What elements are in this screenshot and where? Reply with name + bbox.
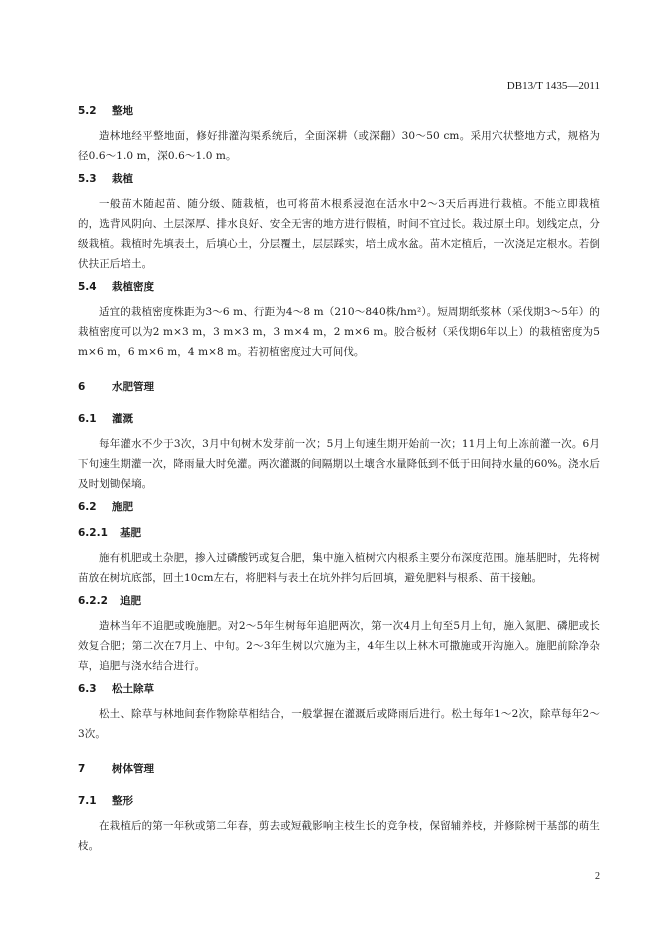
standard-number: DB13/T 1435—2011 [506,80,600,92]
section-number: 7.1 [78,795,97,807]
section-title: 栽植密度 [112,281,154,293]
chapter-title: 水肥管理 [112,381,154,393]
section-heading [78,794,600,808]
section-number: 6.3 [78,683,97,695]
page-number: 2 [595,871,600,882]
section-title: 松土除草 [112,683,154,695]
paragraph: 一般苗木随起苗、随分级、随栽植，也可将苗木根系浸泡在活水中2～3天后再进行栽植。不能立即栽植的，选背风阴向、土层深厚、排水良好、安全无害的地方进行假植，时间不宜过长。栽过原土印。划线定点，分级栽植。栽植时先填表土，后填心土，分层覆土，层层踩实，培土成水盆。苗木定植后，一次浇足定根水。若倒伏扶正后培土。 [78,198,600,270]
section-title: 整形 [112,795,133,807]
paragraph [78,302,600,362]
section-heading [78,280,600,294]
section-number: 6.1 [78,413,97,425]
subsection-heading [78,526,600,540]
section-heading [78,104,600,118]
chapter-heading [78,762,600,776]
subsection-title: 基肥 [120,527,141,539]
section-number: 5.2 [78,105,97,117]
subsection-heading [78,594,600,608]
paragraph: 造林地经平整地面，修好排灌沟渠系统后，全面深耕（或深翻）30～50 cm。采用穴状整地方式，规格为径0.6～1.0 m，深0.6～1.0 m。 [78,130,600,162]
section-title: 整地 [112,105,133,117]
section-heading [78,412,600,426]
document-body [78,104,600,856]
section-heading [78,172,600,186]
paragraph: 松土、除草与林地间套作物除草相结合，一般掌握在灌溉后或降雨后进行。松土每年1～2次，除草每年2～3次。 [78,708,600,740]
section-heading [78,500,600,514]
section-number: 5.3 [78,173,97,185]
section-title: 施肥 [112,501,133,513]
section-number: 6.2 [78,501,97,513]
section-heading [78,682,600,696]
subsection-title: 追肥 [120,595,141,607]
paragraph-text: 适宜的栽植密度株距为3～6 m、行距为4～8 m（210～840株/hm²）。短周期纸浆林（采伐期3～5年）的栽植密度可以为2 m×3 m，3 m×3 m，3 m×4 m，2 m×6 m。胶合板材（采伐期6年以上）的栽植密度为5 m×6 m，6 m×6 m，4 m×8 m。若初植密度过大可间伐。 [78,306,600,358]
section-title: 栽植 [112,173,133,185]
subsection-number: 6.2.1 [78,527,108,539]
chapter-heading [78,380,600,394]
section-title: 灌溉 [112,413,133,425]
subsection-number: 6.2.2 [78,595,108,607]
chapter-number: 7 [78,763,86,775]
paragraph: 每年灌水不少于3次，3月中旬树木发芽前一次；5月上旬速生期开始前一次；11月上旬上冻前灌一次。6月下旬速生期灌一次，降雨量大时免灌。两次灌溉的间隔期以土壤含水量降低到不低于田间持水量的60%。浇水后及时划锄保墒。 [78,438,600,490]
paragraph: 在栽植后的第一年秋或第二年春，剪去或短截影响主枝生长的竞争枝，保留辅养枝，并修除树干基部的萌生枝。 [78,820,600,852]
chapter-title: 树体管理 [112,763,154,775]
chapter-number: 6 [78,381,86,393]
section-number: 5.4 [78,281,97,293]
paragraph: 施有机肥或土杂肥，掺入过磷酸钙或复合肥，集中施入植树穴内根系主要分布深度范围。施基肥时，先将树苗放在树坑底部，回土10cm左右，将肥料与表土在坑外拌匀后回填，避免肥料与根系、苗干接触。 [78,552,600,584]
paragraph: 造林当年不追肥或晚施肥。对2～5年生树每年追肥两次，第一次4月上旬至5月上旬，施入氮肥、磷肥或长效复合肥；第二次在7月上、中旬。2～3年生树以穴施为主，4年生以上林木可撒施或开沟施入。施肥前除净杂草，追肥与浇水结合进行。 [78,620,600,672]
